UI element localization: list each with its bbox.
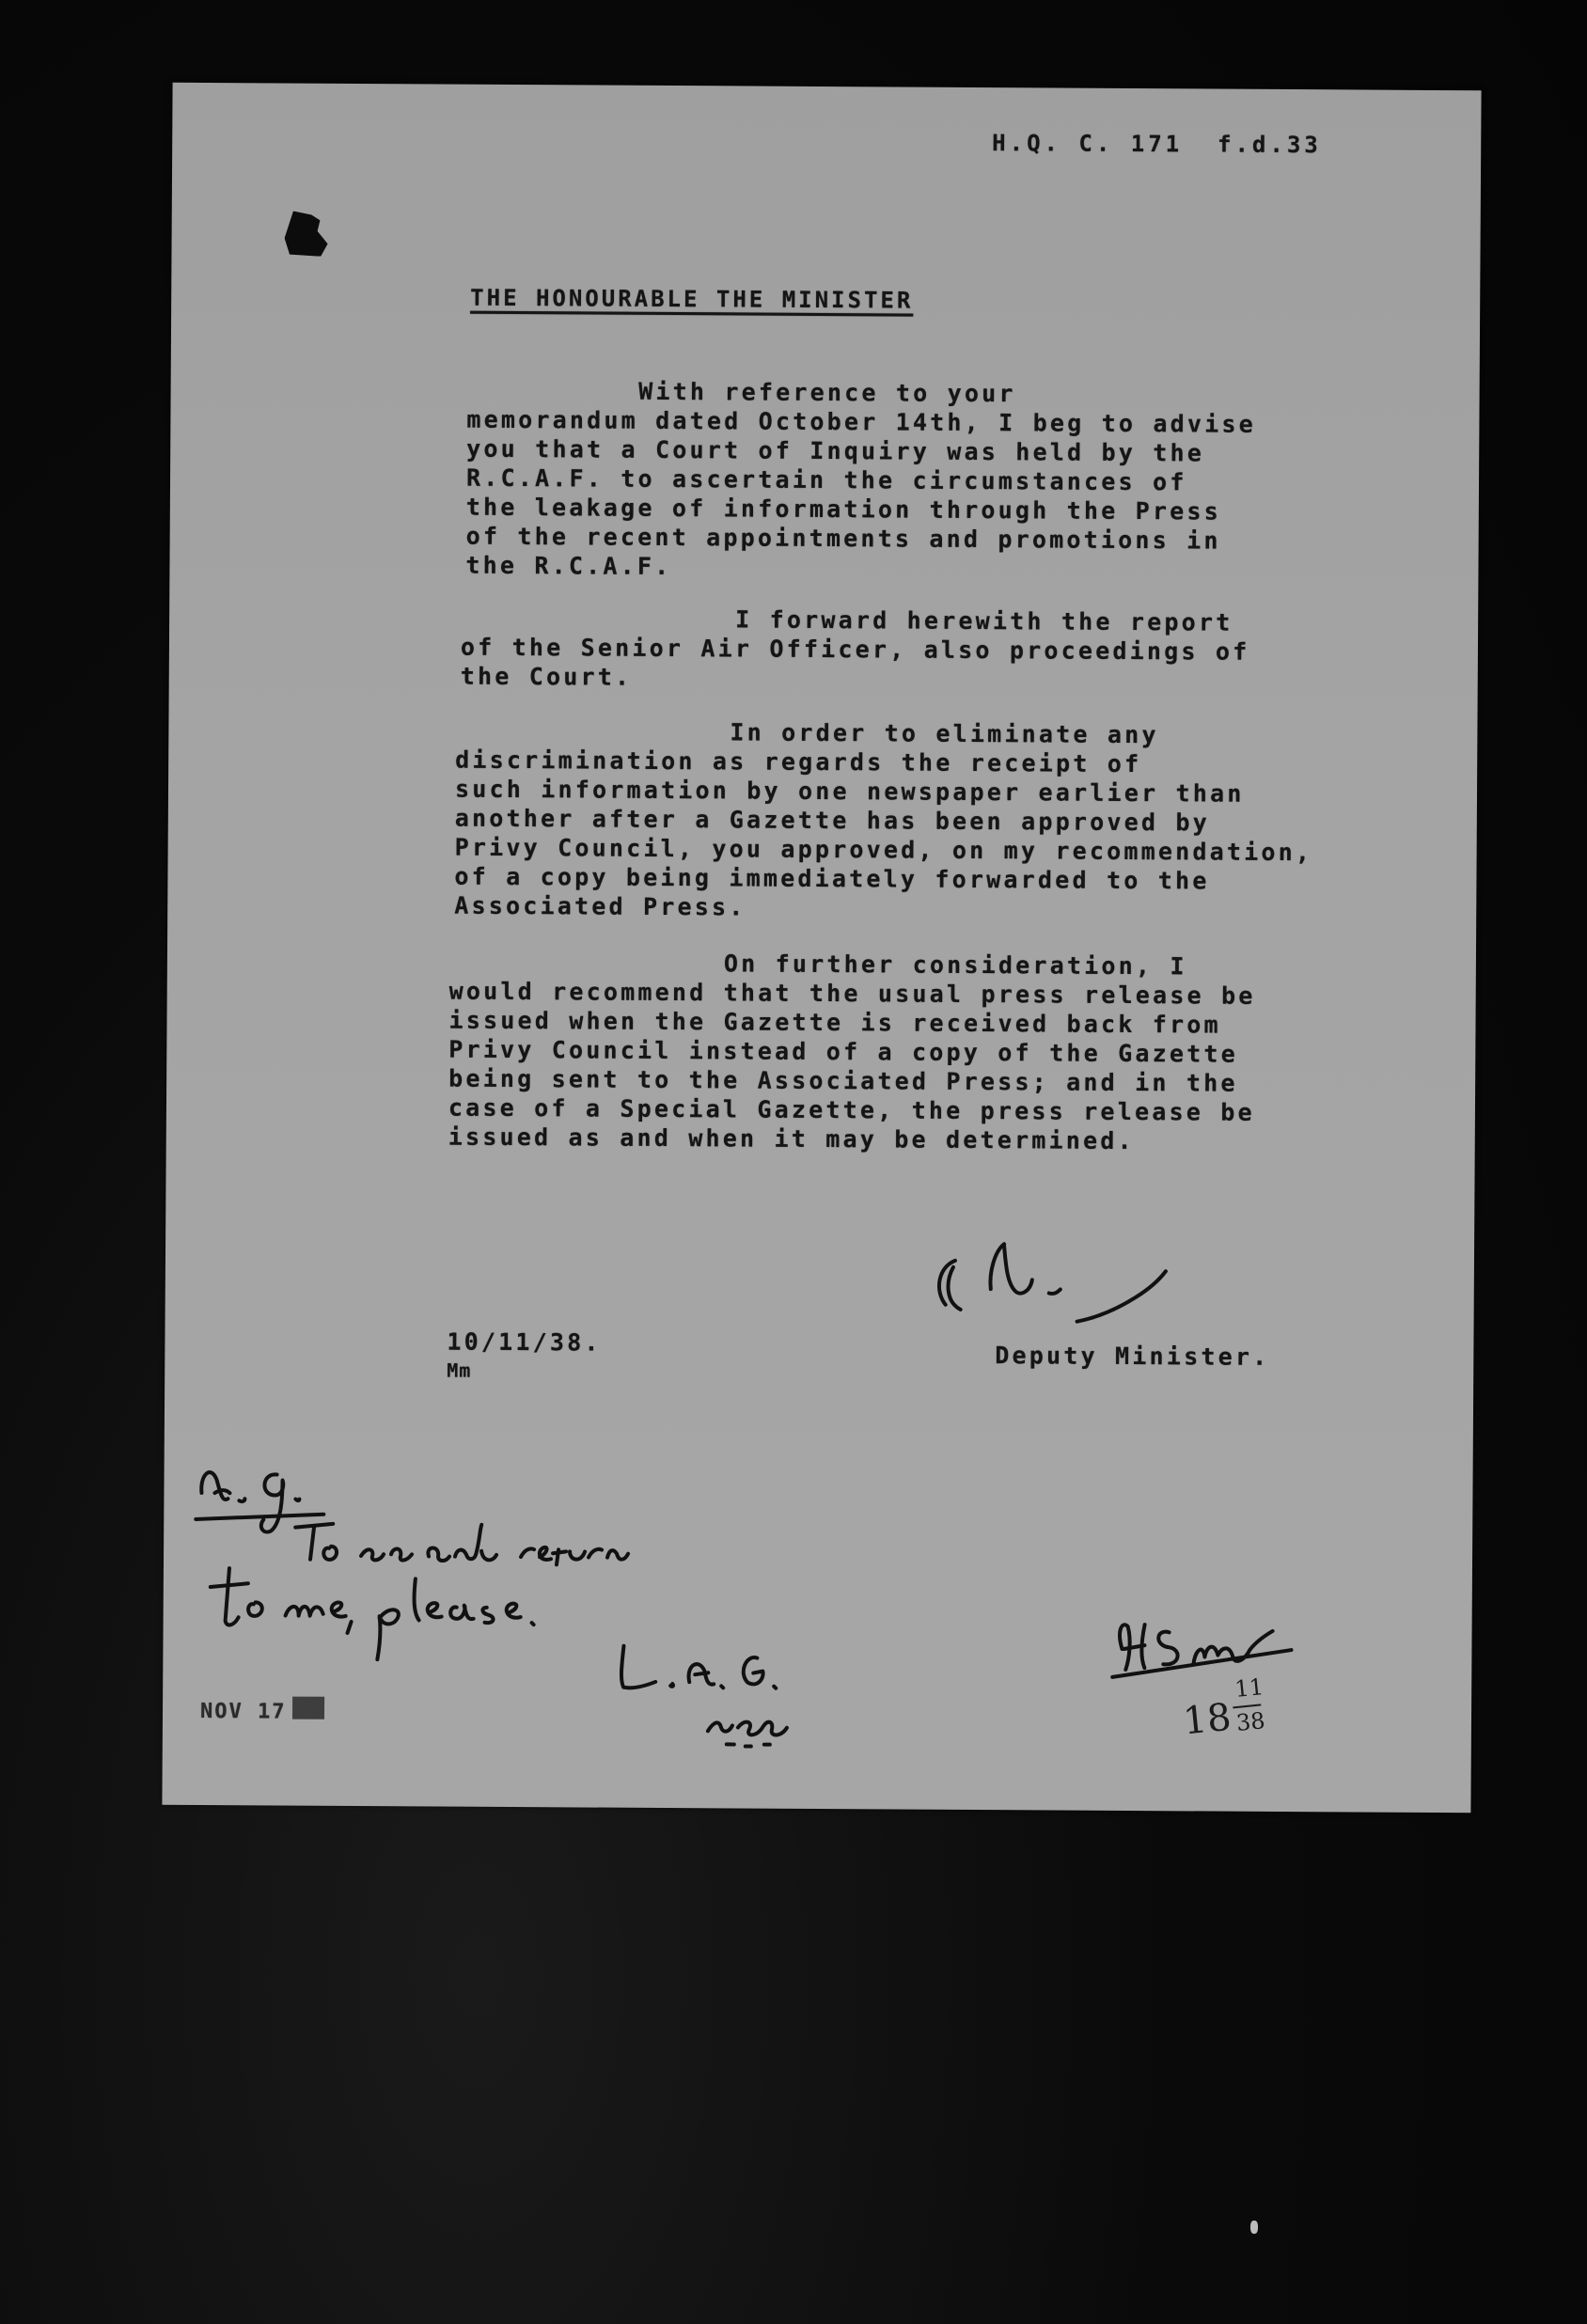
text-line: memorandum dated October 14th, I beg to advise xyxy=(466,405,1257,438)
file-reference: H.Q. C. 171 f.d.33 xyxy=(992,130,1322,159)
text-line: I forward herewith the report xyxy=(461,604,1233,636)
text-line: case of a Special Gazette, the press release be xyxy=(448,1093,1255,1126)
text-line: On further consideration, I xyxy=(448,948,1187,981)
text-line: Privy Council instead of a copy of the Gazette xyxy=(448,1035,1238,1068)
text-line: the R.C.A.F. xyxy=(465,551,672,581)
memo-date: 10/11/38. xyxy=(447,1327,602,1357)
text-line: discrimination as regards the receipt of xyxy=(455,746,1142,778)
text-line: the Court. xyxy=(460,662,633,691)
paragraph-2 xyxy=(461,604,1250,696)
addressee-heading: THE HONOURABLE THE MINISTER xyxy=(470,284,914,314)
text-line: of the Senior Air Officer, also proceedings of xyxy=(460,633,1250,666)
scan-speck xyxy=(1250,2221,1258,2234)
text-line: issued as and when it may be determined. xyxy=(448,1123,1135,1155)
received-stamp-date: NOV 17 xyxy=(199,1699,287,1724)
text-line: Privy Council, you approved, on my recommendation, xyxy=(454,833,1313,867)
paragraph-1 xyxy=(465,376,1256,585)
handwritten-date-month: 11 xyxy=(1233,1673,1265,1703)
typist-initials: Mm xyxy=(447,1358,472,1382)
signature xyxy=(917,1216,1181,1358)
text-line: the leakage of information through the Press xyxy=(465,493,1221,526)
signature-title: Deputy Minister. xyxy=(995,1342,1270,1371)
memo-page xyxy=(162,83,1481,1813)
punch-hole xyxy=(284,211,327,256)
text-line: would recommend that the usual press release be xyxy=(448,977,1256,1010)
stamp-smudge xyxy=(292,1697,324,1719)
text-line: issued when the Gazette is received back from xyxy=(448,1006,1221,1039)
handwritten-date-year: 38 xyxy=(1234,1707,1266,1737)
text-line: being sent to the Associated Press; and in the xyxy=(448,1064,1238,1097)
text-line: of a copy being immediately forwarded to the xyxy=(454,862,1210,895)
text-line: Associated Press. xyxy=(454,891,746,921)
text-line: such information by one newspaper earlier than xyxy=(454,775,1245,808)
text-line: another after a Gazette has been approved by xyxy=(454,804,1210,837)
text-line: In order to eliminate any xyxy=(455,716,1159,749)
text-line: you that a Court of Inquiry was held by the xyxy=(466,434,1205,467)
handwritten-date-day: 18 xyxy=(1181,1695,1233,1744)
paragraph-4 xyxy=(448,948,1256,1156)
text-line: of the recent appointments and promotions in xyxy=(465,522,1221,555)
text-line: With reference to your xyxy=(466,376,1016,408)
text-line: R.C.A.F. to ascertain the circumstances of xyxy=(465,463,1187,496)
paragraph-3 xyxy=(454,716,1313,926)
handwritten-date xyxy=(1179,1671,1298,1756)
